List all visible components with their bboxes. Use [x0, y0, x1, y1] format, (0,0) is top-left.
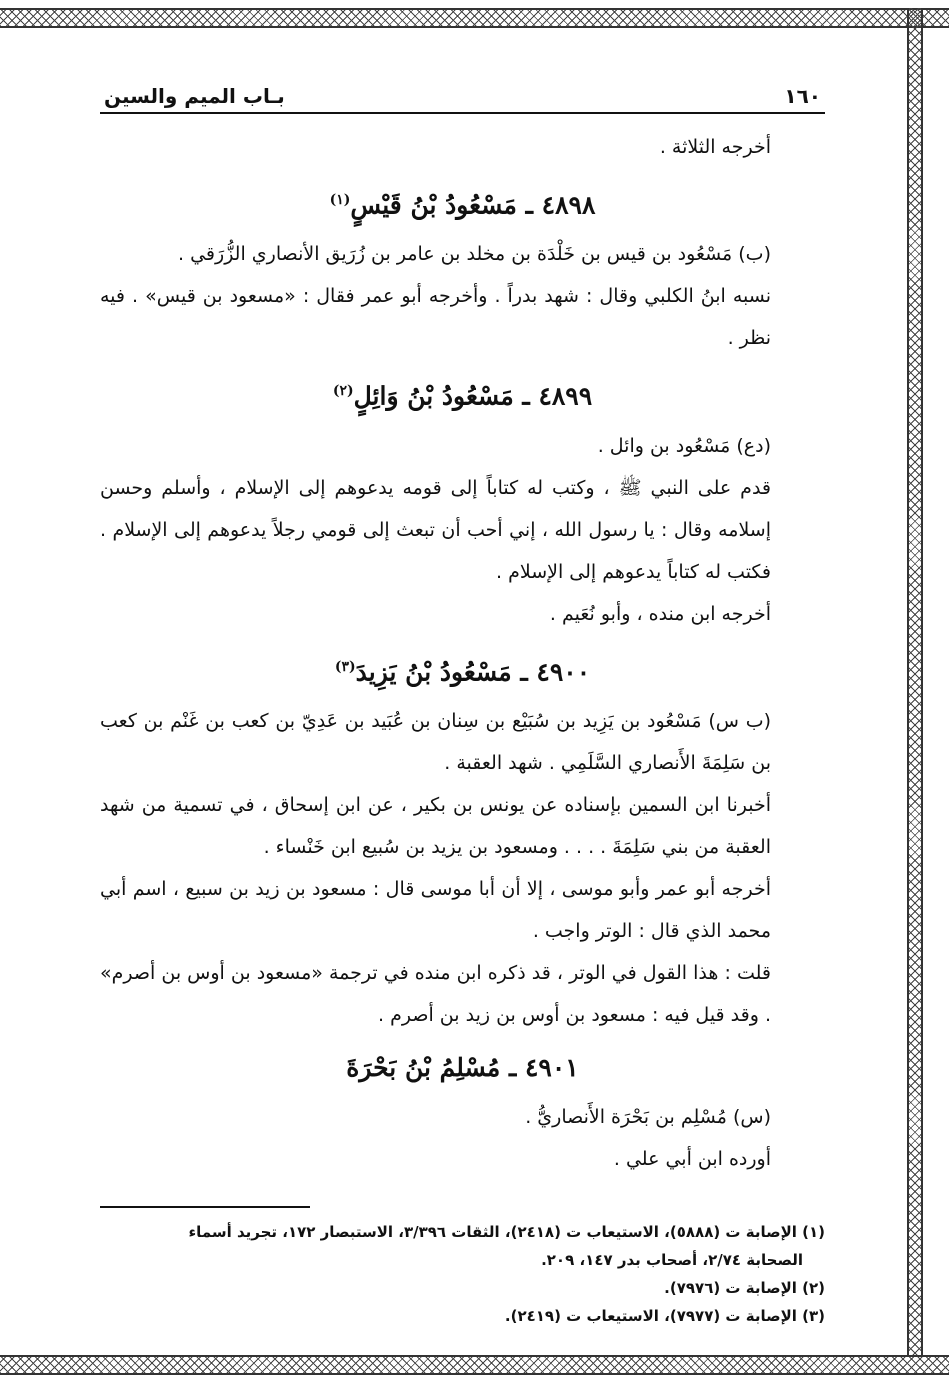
paragraph: نسبه ابنُ الكلبي وقال : شهد بدراً . وأخرجه أبو عمر فقال : «مسعود بن قيس» . فيه نظر .	[100, 285, 771, 350]
footnotes	[100, 1218, 825, 1330]
page-number: ١٦٠	[784, 84, 821, 108]
paragraph: (دع) مَسْعُود بن وائل .	[597, 434, 771, 457]
footnote-divider	[100, 1206, 310, 1208]
entry-title-text: ٤٨٩٨ ـ مَسْعُودُ بْنُ قَيْسٍ	[350, 190, 596, 220]
footnote-ref: (١)	[329, 192, 351, 208]
paragraph: (ب) مَسْعُود بن قيس بن خَلْدَة بن مخلد بن عامر بن زُرَيق الأنصاري الزُّرَقي .	[178, 243, 771, 266]
chapter-title: بـاب الميم والسين	[104, 84, 285, 108]
paragraph: أخرجه أبو عمر وأبو موسى ، إلا أن أبا موسى قال : مسعود بن زيد بن سبيع ، اسم أبي محمد الذي قال : الوتر واجب .	[100, 877, 771, 942]
running-header	[100, 72, 825, 114]
paragraph: أخبرنا ابن السمين بإسناده عن يونس بن بكير ، عن ابن إسحاق ، في تسمية من شهد العقبة من بني سَلِمَةَ . . . . ومسعود بن يزيد بن سُبيع ابن خَنْساء .	[100, 793, 771, 858]
book-page	[100, 72, 825, 1342]
footnote-ref: (٢)	[332, 383, 354, 400]
paragraph: أخرجه ابن منده ، وأبو نُعَيم .	[549, 602, 771, 625]
footnote: (١) الإصابة ت (٥٨٨٨)، الاستيعاب ت (٢٤١٨)، الثقات ٣/٣٩٦، الاستبصار ١٧٢، تجريد أسماء	[188, 1222, 825, 1241]
entry-title-text: ٤٩٠٠ ـ مَسْعُودُ بْنُ يَزِيدَ	[355, 656, 591, 686]
entry-title-text: ٤٨٩٩ ـ مَسْعُودُ بْنُ وَائِلٍ	[353, 381, 593, 411]
entry-title	[100, 639, 825, 700]
decorative-border-bottom	[0, 1355, 949, 1375]
paragraph: أخرجه الثلاثة .	[659, 136, 771, 158]
paragraph: (س) مُسْلِم بن بَحْرَة الأَنصاريُّ .	[525, 1105, 771, 1128]
footnote-continuation: الصحابة ٢/٧٤، أصحاب بدر ١٤٧، ٢٠٩.	[541, 1250, 803, 1269]
footnote: (٢) الإصابة ت (٧٩٧٦).	[664, 1278, 825, 1297]
paragraph: أورده ابن أبي علي .	[613, 1147, 771, 1170]
paragraph: قلت : هذا القول في الوتر ، قد ذكره ابن منده في ترجمة «مسعود بن أوس بن أصرم» . وقد قيل فيه : مسعود بن أوس بن زيد بن أصرم .	[100, 961, 771, 1026]
entry-title-text: ٤٩٠١ ـ مُسْلِمُ بْنُ بَحْرَةَ	[346, 1052, 579, 1082]
decorative-border-right	[907, 8, 923, 1373]
paragraph: (ب س) مَسْعُود بن يَزِيد بن سُبَيْع بن سِنان بن عُبَيد بن عَدِيّ بن كعب بن غَنْم بن كعب بن سَلِمَةَ الأَنصاري السَّلَمِي . شهد العقبة .	[100, 709, 771, 774]
decorative-border-top	[0, 8, 949, 28]
footnote-ref: (٣)	[334, 658, 356, 675]
entry-title	[100, 363, 825, 424]
paragraph: قدم على النبي ﷺ ، وكتب له كتاباً إلى قومه يدعوهم إلى الإسلام ، وأسلم وحسن إسلامه وقال : يا رسول الله ، إني أحب أن تبعث إلى قومي رجلاً يدعوهم إلى الإسلام . فكتب له كتاباً يدعوهم إلى الإسلام .	[100, 476, 771, 583]
main-text	[100, 126, 825, 1180]
entry-title	[100, 1040, 825, 1096]
footnote: (٣) الإصابة ت (٧٩٧٧)، الاستيعاب ت (٢٤١٩).	[504, 1306, 825, 1325]
entry-title	[100, 172, 825, 233]
